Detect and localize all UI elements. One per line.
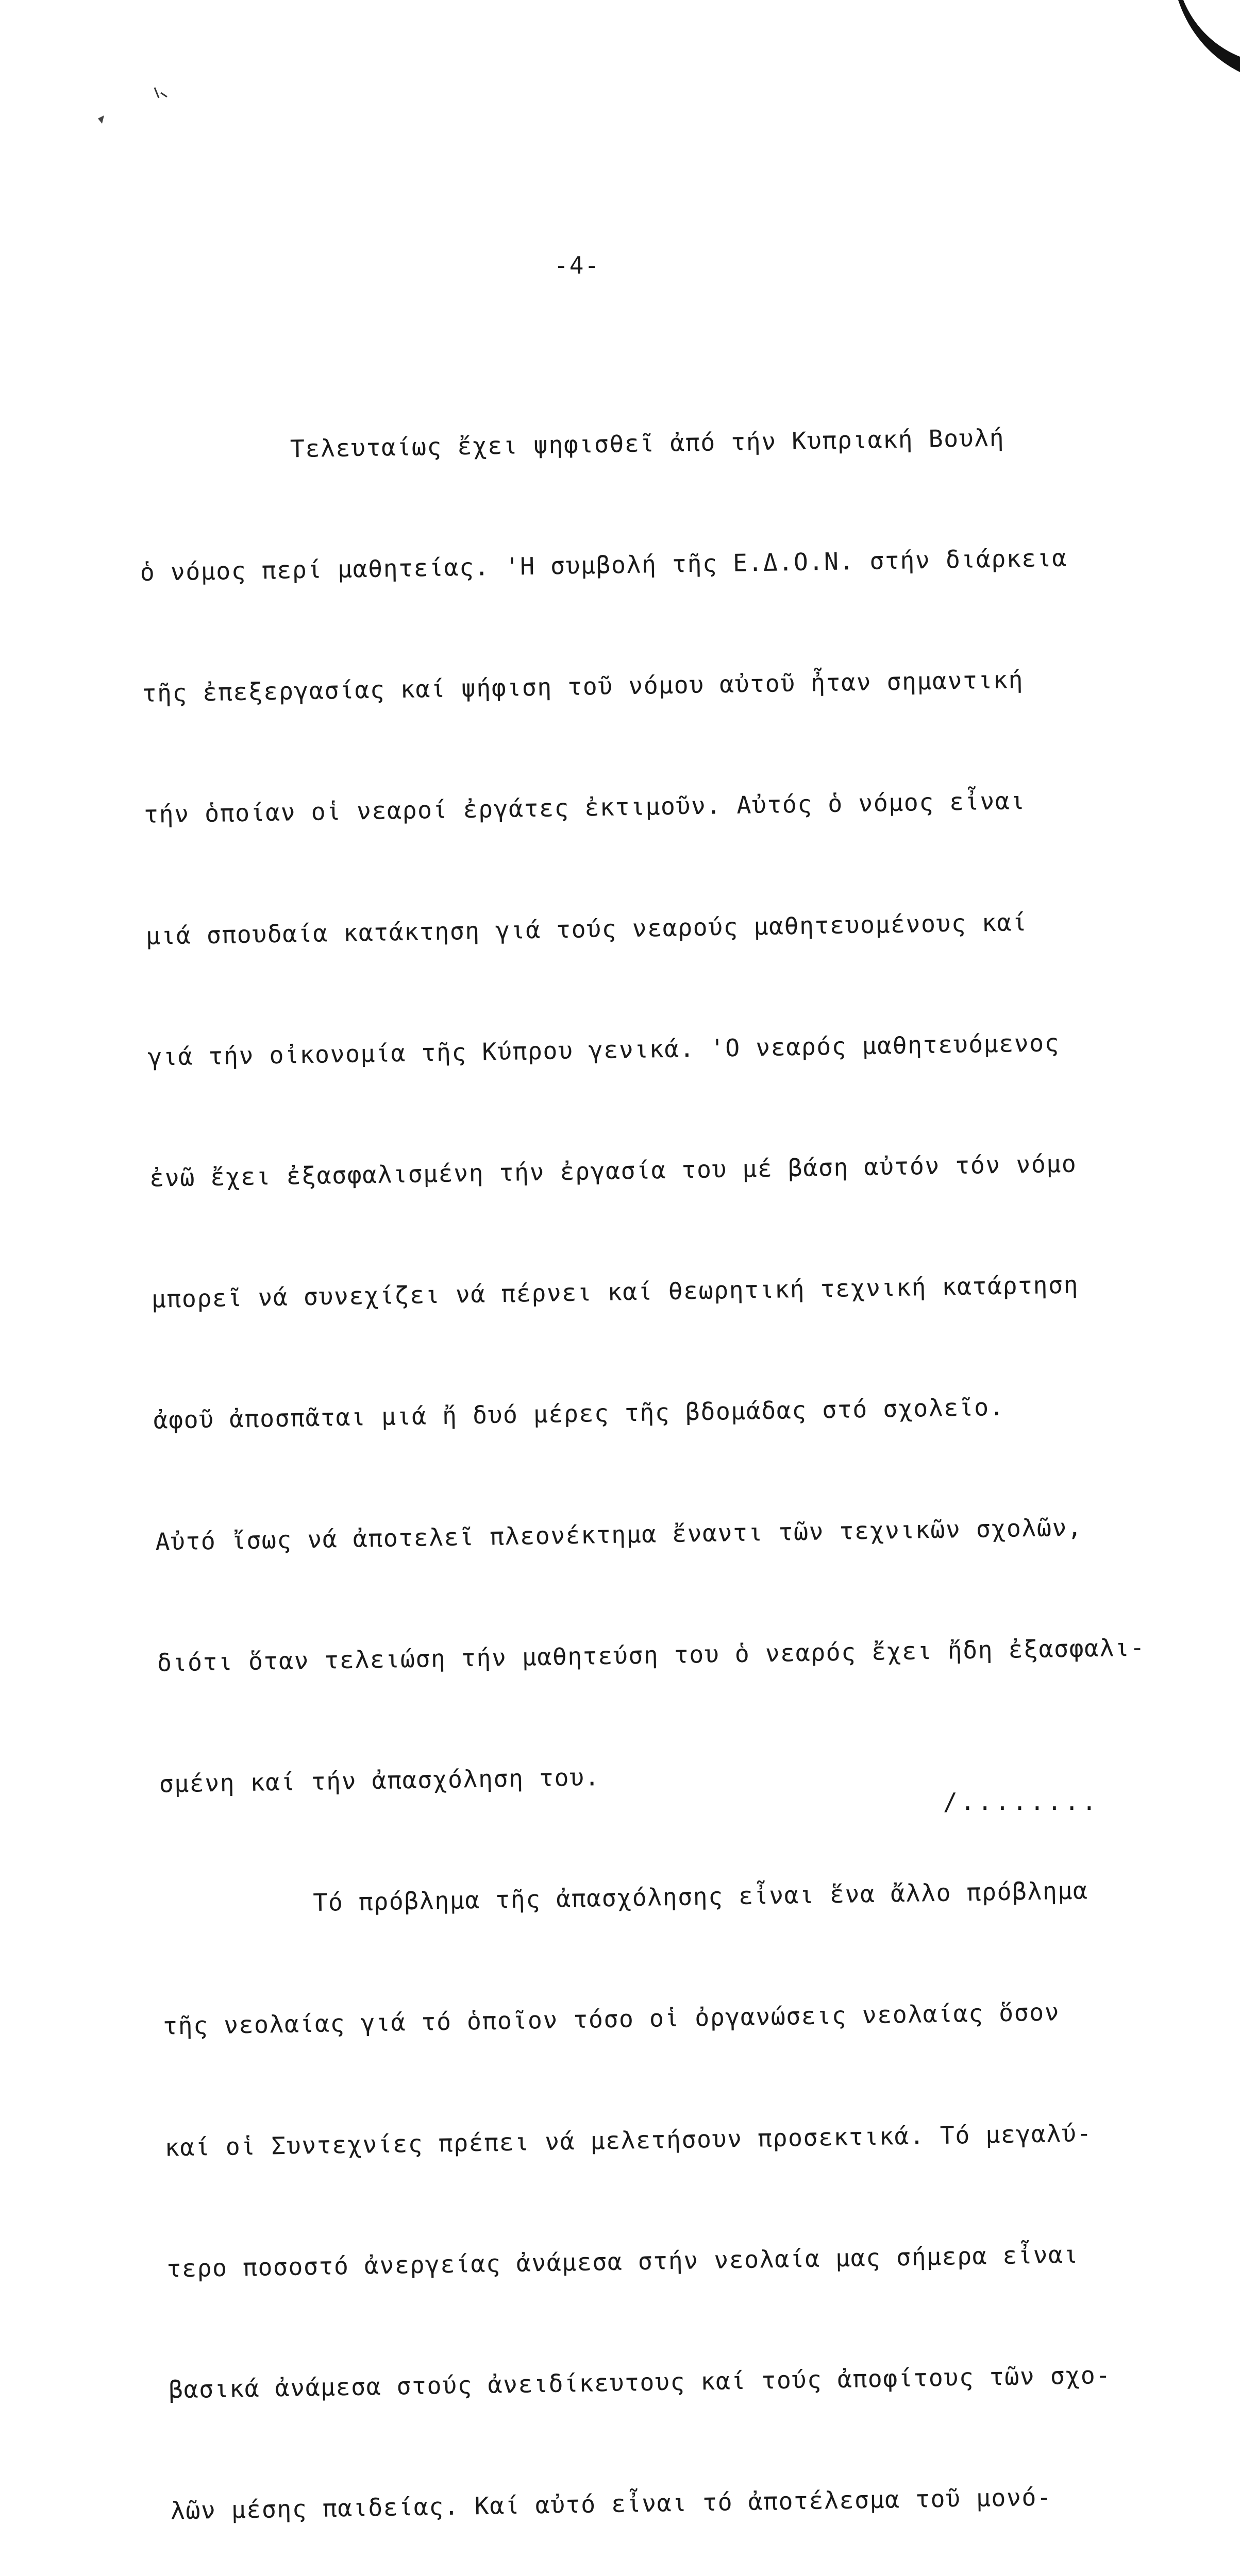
text-line: τερο ποσοστό ἀνεργείας ἀνάμεσα στήν νεολαία μας σήμερα εἶναι bbox=[166, 2240, 1079, 2283]
text-line: λῶν μέσης παιδείας. Καί αὐτό εἶναι τό ἀποτέλεσμα τοῦ μονό- bbox=[170, 2483, 1052, 2525]
text-line: σμένη καί τήν ἀπασχόληση του. bbox=[159, 1763, 600, 1798]
text-line: μπορεῖ νά συνεχίζει νά πέρνει καί θεωρητική τεχνική κατάρτηση bbox=[151, 1270, 1079, 1314]
text-line: τῆς ἐπεξεργασίας καί ψήφιση τοῦ νόμου αὐτοῦ ἦταν σημαντική bbox=[142, 666, 1024, 708]
text-line: ἐνῶ ἔχει ἐξασφαλισμένη τήν ἐργασία του μέ βάση αὐτόν τόν νόμο bbox=[149, 1149, 1077, 1192]
text-line: ὁ νόμος περί μαθητείας. 'Η συμβολή τῆς Ε.Δ.Ο.Ν. στήν διάρκεια bbox=[140, 544, 1068, 586]
text-line: Τό πρόβλημα τῆς ἀπασχόλησης εἶναι ἕνα ἄλλο πρόβλημα bbox=[160, 1876, 1088, 1919]
text-line: καί οἱ Συντεχνίες πρέπει νά μελετήσουν προσεκτικά. Τό μεγαλύ- bbox=[164, 2119, 1093, 2162]
scan-corner-mark bbox=[1178, 0, 1240, 72]
text-line: τῆς νεολαίας γιά τό ὁποῖον τόσο οἱ ὀργανώσεις νεολαίας ὅσον bbox=[162, 1998, 1060, 2041]
text-line: Τελευταίως ἔχει ψηφισθεῖ ἀπό τήν Κυπριακή Βουλή bbox=[138, 423, 1005, 465]
text-line: Αὐτό ἴσως νά ἀποτελεῖ πλεονέκτημα ἔναντι τῶν τεχνικῶν σχολῶν, bbox=[155, 1513, 1083, 1556]
text-line: τήν ὁποίαν οἱ νεαροί ἐργάτες ἐκτιμοῦν. Αὐτός ὁ νόμος εἶναι bbox=[143, 787, 1026, 829]
body-text bbox=[137, 334, 1216, 2576]
text-line: ἀφοῦ ἀποσπᾶται μιά ἤ δυό μέρες τῆς βδομάδας στό σχολεῖο. bbox=[153, 1393, 1005, 1435]
stray-ink-mark bbox=[93, 108, 113, 129]
page-number: -4- bbox=[554, 251, 600, 279]
text-line: μιά σπουδαία κατάκτηση γιά τούς νεαρούς μαθητευομένους καί bbox=[145, 908, 1028, 950]
stray-ink-mark bbox=[144, 77, 175, 108]
continuation-marker: /........ bbox=[943, 1788, 1100, 1816]
text-line: βασικά ἀνάμεσα στούς ἀνειδίκευτους καί τούς ἀποφίτους τῶν σχο- bbox=[168, 2361, 1112, 2404]
text-line: γιά τήν οἰκονομία τῆς Κύπρου γενικά. 'Ο νεαρός μαθητευόμενος bbox=[147, 1028, 1060, 1071]
text-line: διότι ὅταν τελειώση τήν μαθητεύση του ὁ νεαρός ἔχει ἤδη ἐξασφαλι- bbox=[157, 1633, 1146, 1677]
